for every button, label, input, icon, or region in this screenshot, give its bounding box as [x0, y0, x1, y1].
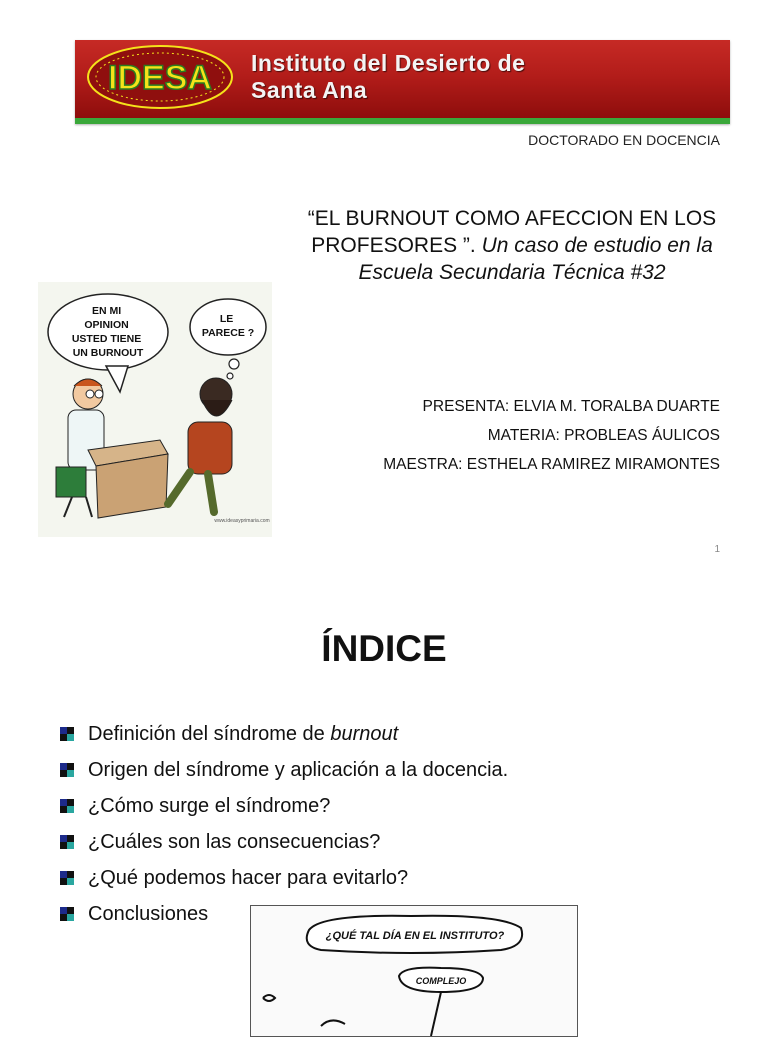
- index-slide: [0, 574, 768, 1024]
- program-name: DOCTORADO EN DOCENCIA: [528, 132, 720, 148]
- idesa-logo: [85, 44, 235, 110]
- subject: MATERIA: PROBLEAS ÁULICOS: [487, 427, 720, 444]
- bubble1-line1: EN MI: [91, 305, 122, 317]
- institute-comic: [250, 905, 578, 1037]
- presenter: PRESENTA: ELVIA M. TORALBA DUARTE: [422, 398, 720, 415]
- list-item: [60, 792, 508, 828]
- cartoon-credit: www.ideasyprimaria.com: [214, 518, 270, 524]
- index-list: [60, 720, 508, 936]
- list-item-text: ¿Qué podemos hacer para evitarlo?: [88, 867, 409, 889]
- presentation-title: [292, 205, 732, 286]
- bubble2-line1: LE: [219, 313, 234, 325]
- comic-balloon2-text: COMPLEJO: [415, 976, 467, 986]
- bubble1-line2: OPINION: [84, 319, 129, 331]
- bullet-square-icon: [60, 763, 74, 777]
- institute-banner: [75, 40, 730, 124]
- title-main: “EL BURNOUT COMO AFECCION EN LOS PROFESORES ”.: [307, 207, 717, 257]
- presentation-credits: [383, 392, 720, 479]
- list-item: [60, 864, 508, 900]
- bullet-square-icon: [60, 727, 74, 741]
- bullet-square-icon: [60, 871, 74, 885]
- list-item: [60, 756, 508, 792]
- list-item: [60, 720, 508, 756]
- burnout-cartoon: [38, 282, 272, 537]
- list-item-text: Conclusiones: [88, 903, 209, 925]
- bubble1-line4: UN BURNOUT: [72, 347, 144, 359]
- bullet-square-icon: [60, 835, 74, 849]
- bubble1-line3: USTED TIENE: [71, 333, 142, 345]
- page-number: 1: [714, 544, 720, 555]
- index-title: ÍNDICE: [321, 628, 447, 669]
- title-subtitle: Un caso de estudio en la Escuela Secundaria Técnica #32: [358, 234, 713, 284]
- banner-title-line2: Santa Ana: [251, 77, 368, 103]
- banner-title-line1: Instituto del Desierto de: [251, 50, 526, 76]
- logo-text: IDESA: [108, 59, 212, 97]
- list-item-text: ¿Cómo surge el síndrome?: [88, 795, 331, 817]
- bullet-square-icon: [60, 799, 74, 813]
- list-item-italic: burnout: [330, 723, 399, 745]
- bubble2-line2: PARECE ?: [201, 327, 255, 339]
- comic-balloon1-text: ¿QUÉ TAL DÍA EN EL INSTITUTO?: [325, 930, 505, 942]
- list-item: [60, 828, 508, 864]
- bullet-square-icon: [60, 907, 74, 921]
- list-item-text: ¿Cuáles son las consecuencias?: [88, 831, 381, 853]
- list-item-text: Definición del síndrome de: [88, 723, 331, 745]
- teacher: MAESTRA: ESTHELA RAMIREZ MIRAMONTES: [383, 456, 720, 473]
- list-item-text: Origen del síndrome y aplicación a la docencia.: [88, 759, 509, 781]
